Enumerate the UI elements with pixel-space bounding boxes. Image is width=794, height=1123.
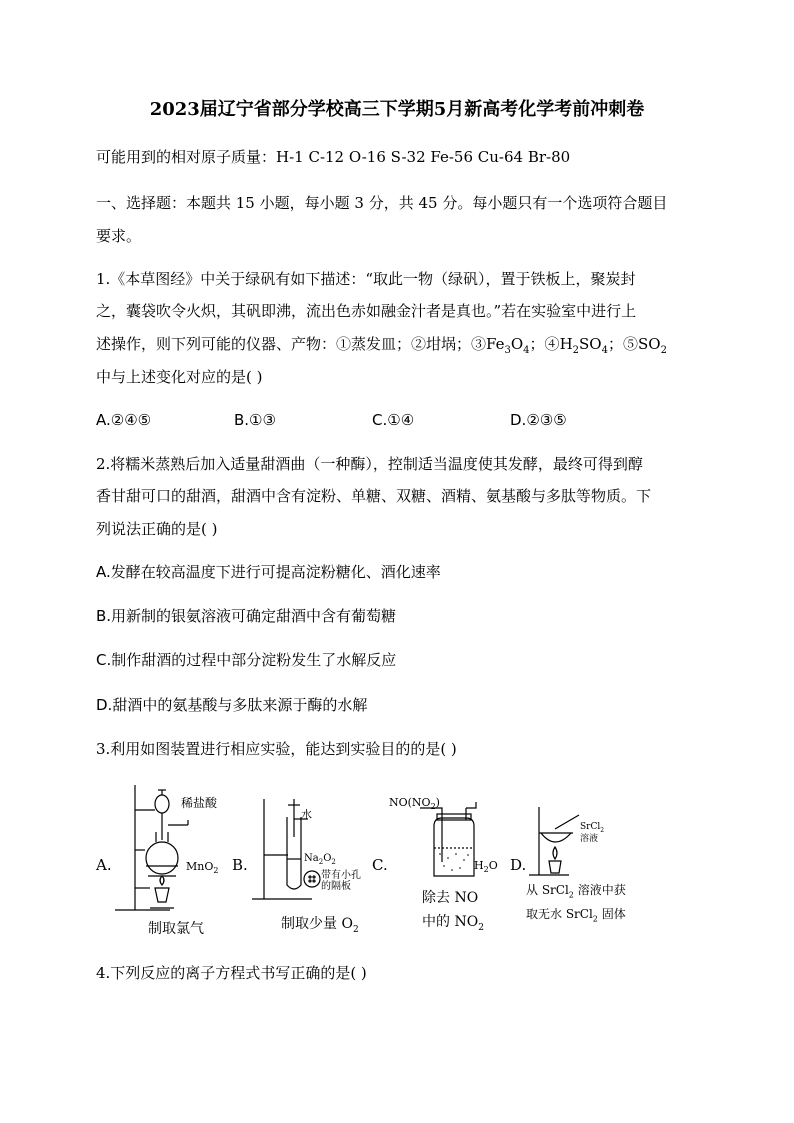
fig-d-solution-label-1: SrCl$_2$ [580,822,605,834]
q2-option-b[interactable]: B.用新制的银氨溶液可确定甜酒中含有葡萄糖 [96,607,397,625]
section-heading-line-2: 要求。 [96,227,142,245]
q2-stem-line-3: 列说法正确的是( ) [96,520,218,538]
section-heading-line-1: 一、选择题：本题共 15 小题，每小题 3 分，共 45 分。每小题只有一个选项符合题目 [96,194,668,212]
q2-stem-line-1: 2.将糯米蒸熟后加入适量甜酒曲（一种酶），控制适当温度使其发酵，最终可得到醇 [96,455,643,473]
fig-c-liquid-label: $H_2O$ [474,859,498,875]
fig-c-caption-2: 中的 $NO_2$ [422,914,484,933]
fig-d-letter[interactable]: D. [510,856,527,874]
q1-stem-line-4: 中与上述变化对应的是( ) [96,368,263,386]
q1-line3-text: 述操作，则下列可能的仪器、产物：①蒸发皿；②坩埚；③ [96,335,487,353]
q3-stem: 3.利用如图装置进行相应实验，能达到实验目的的是( ) [96,740,457,758]
fig-a-letter[interactable]: A. [96,856,112,874]
fig-b-apparatus [252,797,332,907]
q2-stem-line-2: 香甘甜可口的甜酒，甜酒中含有淀粉、单糖、双糖、酒精、氨基酸与多肽等物质。下 [96,487,652,505]
fig-c-caption-1: 除去 NO [422,890,479,906]
page-title: 2023届辽宁省部分学校高三下学期5月新高考化学考前冲刺卷 [149,99,645,120]
q1-option-c[interactable]: C.①④ [372,411,415,429]
fig-b-reagent-label: $Na_2O_2$ [304,853,336,866]
formula-fe3o4: $Fe_3O_4$ [486,335,530,356]
fig-c-letter[interactable]: C. [372,856,388,874]
atomic-masses: 可能用到的相对原子质量：H-1 C-12 O-16 S-32 Fe-56 Cu-64 Br-80 [96,148,571,166]
q2-option-c[interactable]: C.制作甜酒的过程中部分淀粉发生了水解反应 [96,651,397,669]
fig-a-reagent-label: MnO$_2$ [186,860,219,876]
q1-stem-line-1: 1.《本草图经》中关于绿矾有如下描述：“取此一物（绿矾），置于铁板上，聚炭封 [96,270,636,288]
fig-b-plate-label-1: 带有小孔 [321,870,361,881]
fig-d-caption-1: 从 SrCl$_2$ 溶液中获 [526,883,626,900]
q1-option-b[interactable]: B.①③ [234,411,276,429]
formula-h2so4: $H_2SO_4$ [559,335,608,356]
fig-a-acid-label: 稀盐酸 [181,796,218,810]
q1-option-d[interactable]: D.②③⑤ [510,411,567,429]
formula-so2: $SO_2$ [638,335,667,356]
fig-b-caption: 制取少量 $O_2$ [281,916,359,935]
fig-b-water-label: 水 [301,808,312,821]
q1-option-a[interactable]: A.②④⑤ [96,411,152,429]
fig-d-apparatus [525,805,585,880]
q2-option-d[interactable]: D.甜酒中的氨基酸与多肽来源于酶的水解 [96,696,368,714]
fig-d-solution-label-2: 溶液 [580,834,599,844]
fig-a-caption: 制取氯气 [148,921,204,937]
q4-stem: 4.下列反应的离子方程式书写正确的是( ) [96,964,367,982]
q1-stem-line-3: 述操作，则下列可能的仪器、产物：①蒸发皿；②坩埚；$③Fe_3O_4$；$④H_2SO_4$；$⑤SO_2$ [96,335,667,356]
fig-b-plate-label-2: 的隔板 [321,881,351,892]
fig-d-caption-2: 取无水 SrCl$_2$ 固体 [526,907,626,924]
fig-c-gas-label: $NO(NO_2)$ [389,796,440,812]
q2-option-a[interactable]: A.发酵在较高温度下进行可提高淀粉糖化、酒化速率 [96,563,441,581]
q1-stem-line-2: 之，囊袋吹令火炽，其矾即沸，流出色赤如融金汁者是真也。”若在实验室中进行上 [96,302,637,320]
fig-b-letter[interactable]: B. [232,856,248,874]
